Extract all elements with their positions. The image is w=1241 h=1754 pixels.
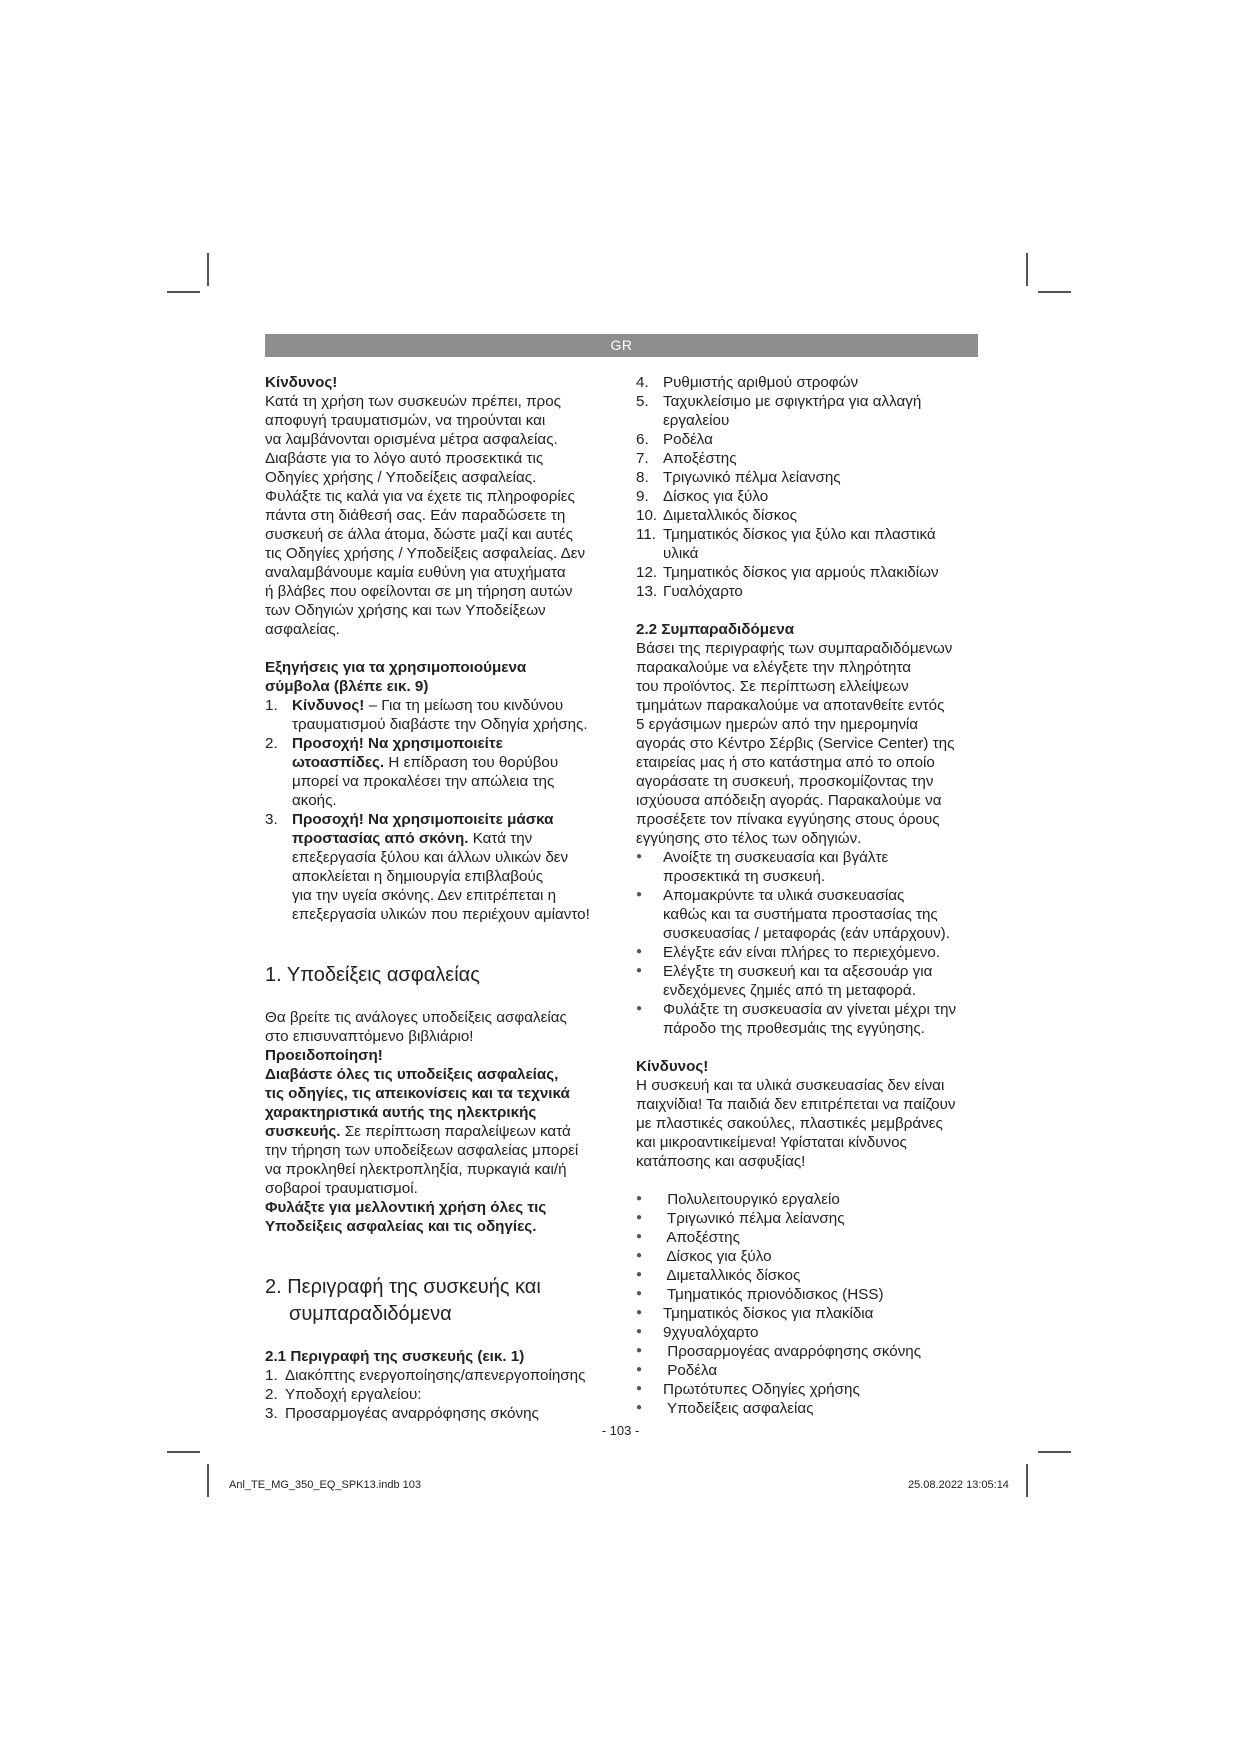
text-line: ασφαλείας.: [265, 621, 340, 638]
text-line: Θα βρείτε τις ανάλογες υποδείξεις ασφαλείας: [265, 1009, 567, 1026]
text-line: [265, 1103, 610, 1122]
text-line: Κατά τη χρήση των συσκευών πρέπει, προς: [265, 393, 561, 410]
list-item: [636, 1209, 981, 1228]
normal-text: την τήρηση των υποδείξεων ασφαλείας μπορεί: [265, 1142, 579, 1159]
text-line: [292, 905, 610, 924]
text-line: πάντα στη διάθεσή σας. Εάν παραδώσετε τη: [265, 507, 566, 524]
list-item: [265, 1385, 610, 1404]
list-item: [636, 506, 981, 525]
bold-text: χαρακτηριστικά αυτής της ηλεκτρικής: [265, 1104, 537, 1121]
symbols-title: [265, 658, 610, 696]
text-line: κατάποσης και ασφυξίας!: [636, 1153, 806, 1170]
text-line: συσκευασίας / μεταφοράς (εάν υπάρχουν).: [663, 925, 950, 942]
contents-list: [636, 1190, 981, 1418]
list-item: [636, 1342, 981, 1361]
list-item: [636, 468, 981, 487]
text-line: Βάσει της περιγραφής των συμπαραδιδόμενων: [636, 640, 953, 657]
crop-mark: [1026, 253, 1028, 286]
bullet-icon: ●: [636, 1003, 643, 1014]
subsection-2-1-title: 2.1 Περιγραφή της συσκευής (εικ. 1): [265, 1348, 525, 1365]
text-line: στο επισυναπτόμενο βιβλιάριο!: [265, 1028, 474, 1045]
item-text: [285, 1385, 610, 1404]
text-line: Ροδέλα: [663, 431, 713, 448]
bullet-icon: ●: [636, 1383, 643, 1394]
normal-text: μπορεί να προκαλέσει την απώλεια της: [292, 773, 555, 790]
footer-file-name: Anl_TE_MG_350_EQ_SPK13.indb 103: [229, 1479, 422, 1491]
section-1-intro: [265, 1008, 610, 1046]
crop-mark: [1026, 1464, 1028, 1497]
list-item: [636, 886, 981, 943]
text-line: αποφυγή τραυματισμών, να τηρούνται και: [265, 412, 546, 429]
bullet-icon: ●: [636, 1269, 643, 1280]
text-line: Οδηγίες χρήσης / Υποδείξεις ασφαλείας.: [265, 469, 537, 486]
crop-mark: [167, 291, 200, 293]
text-line: Υποδοχή εργαλείου:: [285, 1386, 422, 1403]
text-line: [292, 810, 610, 829]
list-item: [636, 430, 981, 449]
item-number: 7.: [636, 450, 649, 467]
list-item: [636, 1399, 981, 1418]
text-line: υλικά: [663, 545, 699, 562]
text-line: [292, 696, 610, 715]
item-text: Αποξέστης: [663, 1229, 740, 1246]
text-line: [292, 734, 610, 753]
item-text: [663, 962, 981, 1000]
bullet-icon: ●: [636, 1288, 643, 1299]
item-text: Τμηματικός πριονόδισκος (HSS): [663, 1286, 884, 1303]
item-text: [285, 1404, 610, 1423]
bullet-icon: ●: [636, 965, 643, 976]
text-line: [265, 1084, 610, 1103]
text-line: αγοράσατε τη συσκευή, προσκομίζοντας την: [636, 773, 934, 790]
bullet-icon: ●: [636, 1345, 643, 1356]
text-line: προσέξετε τον πίνακα εγγύησης στους όρους: [636, 811, 940, 828]
text-line: Δίσκος για ξύλο: [663, 488, 769, 505]
symbols-list: [265, 696, 610, 924]
text-line: του προϊόντος. Σε περίπτωση ελλείψεων: [636, 678, 909, 695]
text-line: καθώς και τα συστήματα προστασίας της: [663, 906, 938, 923]
crop-mark: [167, 1451, 200, 1453]
text-line: Φυλάξτε τις καλά για να έχετε τις πληροφορίες: [265, 488, 575, 505]
bold-text: ωτοασπίδες.: [292, 754, 385, 771]
item-text: [663, 392, 981, 430]
list-item: [265, 1366, 610, 1385]
text-line: [292, 753, 610, 772]
item-text: [292, 810, 610, 924]
text-line: Φυλάξτε για μελλοντική χρήση όλες τις: [265, 1199, 547, 1216]
item-text: [663, 886, 981, 943]
bullet-icon: ●: [636, 1307, 643, 1318]
section-2-title: [265, 1274, 610, 1328]
item-number: 6.: [636, 431, 649, 448]
text-line: [292, 829, 610, 848]
text-line: Ρυθμιστής αριθμού στροφών: [663, 374, 859, 391]
text-line: [292, 791, 610, 810]
item-text: [663, 430, 981, 449]
item-text: [663, 943, 981, 962]
normal-text: σοβαροί τραυματισμοί.: [265, 1180, 418, 1197]
text-line: Φυλάξτε τη συσκευασία αν γίνεται μέχρι την: [663, 1001, 957, 1018]
item-number: 2.: [265, 735, 278, 752]
list-item: [636, 943, 981, 962]
text-line: συσκευή σε άλλα άτομα, δώστε μαζί και αυτές: [265, 526, 573, 543]
list-item: [636, 1323, 981, 1342]
normal-text: για την υγεία σκόνης. Δεν επιτρέπεται η: [292, 887, 557, 904]
item-number: 10.: [636, 507, 658, 524]
list-item: [636, 1228, 981, 1247]
normal-text: επεξεργασία υλικών που περιέχουν αμίαντο!: [292, 906, 590, 923]
normal-text: Σε περίπτωση παραλείψεων κατά: [340, 1123, 571, 1140]
text-line: εταιρείας μας ή στο κατάστημα από το οποίο: [636, 754, 935, 771]
text-line: Ελέγξτε εάν είναι πλήρες το περιεχόμενο.: [663, 944, 941, 961]
bold-text: συσκευής.: [265, 1123, 341, 1140]
bullet-icon: ●: [636, 946, 643, 957]
crop-mark: [207, 253, 209, 286]
text-line: [292, 867, 610, 886]
item-text: [663, 525, 981, 563]
warning-title: Προειδοποίηση!: [265, 1047, 383, 1064]
item-text: [285, 1366, 610, 1385]
text-line: εργαλείου: [663, 412, 730, 429]
normal-text: τραυματισμού διαβάστε την Οδηγία χρήσης.: [292, 716, 588, 733]
footer-timestamp: 25.08.2022 13:05:14: [908, 1479, 1009, 1491]
text-line: Προσαρμογέας αναρρόφησης σκόνης: [285, 1405, 539, 1422]
item-number: 8.: [636, 469, 649, 486]
text-line: τμημάτων παρακαλούμε να αποτανθείτε εντός: [636, 697, 945, 714]
crop-mark: [207, 1464, 209, 1497]
item-number: 9.: [636, 488, 649, 505]
normal-text: Κατά την: [468, 830, 533, 847]
item-text: Δίσκος για ξύλο: [663, 1248, 772, 1265]
item-text: [663, 506, 981, 525]
text-line: Η συσκευή και τα υλικά συσκευασίας δεν είναι: [636, 1077, 945, 1094]
danger-2-title: Κίνδυνος!: [636, 1058, 709, 1075]
text-line: πάροδο της προθεσμάις της εγγύησης.: [663, 1020, 925, 1037]
item-text: [663, 468, 981, 487]
item-text: [663, 449, 981, 468]
bullet-icon: ●: [636, 1364, 643, 1375]
normal-text: να προκληθεί ηλεκτροπληξία, πυρκαγιά και/ή: [265, 1161, 567, 1178]
item-text: Προσαρμογέας αναρρόφησης σκόνης: [663, 1343, 922, 1360]
text-line: των Οδηγιών χρήσης και των Υποδείξεων: [265, 602, 546, 619]
text-line: ισχύουσα απόδειξη αγοράς. Παρακαλούμε να: [636, 792, 942, 809]
bold-text: προστασίας από σκόνη.: [292, 830, 469, 847]
list-item: [636, 1000, 981, 1038]
list-item: [636, 1190, 981, 1209]
item-text: [663, 582, 981, 601]
list-item: [636, 373, 981, 392]
item-number: 4.: [636, 374, 649, 391]
text-line: παρακαλούμε να ελέγξετε την πληρότητα: [636, 659, 912, 676]
text-line: Ταχυκλείσιμο με σφιγκτήρα για αλλαγή: [663, 393, 922, 410]
text-line: σύμβολα (βλέπε εικ. 9): [265, 678, 429, 695]
scope-of-delivery-text: [636, 639, 981, 848]
text-line: [265, 1179, 610, 1198]
text-line: προσεκτικά τη συσκευή.: [663, 868, 826, 885]
danger-text: [265, 392, 610, 639]
item-text: Υποδείξεις ασφαλείας: [663, 1400, 814, 1417]
text-line: να λαμβάνονται ορισμένα μέτρα ασφαλείας.: [265, 431, 558, 448]
bold-text: Διαβάστε όλες τις υποδείξεις ασφαλείας,: [265, 1066, 559, 1083]
bullet-icon: ●: [636, 1212, 643, 1223]
section-2-title-line: συμπαραδιδόμενα: [289, 1303, 452, 1325]
text-line: Διακόπτης ενεργοποίησης/απενεργοποίησης: [285, 1367, 586, 1384]
item-text: [663, 487, 981, 506]
danger-title: Κίνδυνος!: [265, 374, 338, 391]
text-line: με πλαστικές σακούλες, πλαστικές μεμβράνες: [636, 1115, 943, 1132]
list-item: [636, 392, 981, 430]
text-line: εγγύησης στο τέλος των οδηγιών.: [636, 830, 862, 847]
text-line: [265, 1160, 610, 1179]
right-column: [636, 373, 981, 1418]
item-text: [663, 848, 981, 886]
text-line: Τριγωνικό πέλμα λείανσης: [663, 469, 841, 486]
item-text: Πολυλειτουργικό εργαλείο: [663, 1191, 840, 1208]
item-number: 11.: [636, 526, 656, 543]
text-line: [292, 848, 610, 867]
text-line: [265, 1141, 610, 1160]
list-item: [636, 1266, 981, 1285]
text-line: Τμηματικός δίσκος για ξύλο και πλαστικά: [663, 526, 936, 543]
list-item: [636, 848, 981, 886]
keep-instructions: [265, 1198, 610, 1236]
bullet-icon: ●: [636, 1193, 643, 1204]
normal-text: Η επίδραση του θορύβου: [384, 754, 559, 771]
item-number: 3.: [265, 811, 278, 828]
crop-mark: [1038, 291, 1071, 293]
item-text: 9χγυαλόχαρτο: [663, 1324, 759, 1341]
danger-2-text: [636, 1076, 981, 1171]
bullet-icon: ●: [636, 889, 643, 900]
text-line: Απομακρύντε τα υλικά συσκευασίας: [663, 887, 905, 904]
bold-text: Προσοχή! Να χρησιμοποιείτε: [292, 735, 503, 752]
text-line: τις Οδηγίες χρήσης / Υποδείξεις ασφαλείας. Δεν: [265, 545, 586, 562]
page-number: - 103 -: [601, 1423, 640, 1438]
section-1-title: 1. Υποδείξεις ασφαλείας: [265, 964, 480, 986]
text-line: Τμηματικός δίσκος για αρμούς πλακιδίων: [663, 564, 939, 581]
text-line: Ελέγξτε τη συσκευή και τα αξεσουάρ για: [663, 963, 933, 980]
normal-text: αποκλείεται η δημιουργία επιβλαβούς: [292, 868, 544, 885]
crop-mark: [1038, 1451, 1071, 1453]
item-text: [663, 1000, 981, 1038]
item-text: Διμεταλλικός δίσκος: [663, 1267, 801, 1284]
bullet-icon: ●: [636, 851, 643, 862]
text-line: Υποδείξεις ασφαλείας και τις οδηγίες.: [265, 1218, 537, 1235]
symbol-item: [265, 810, 610, 924]
check-bullets-list: [636, 848, 981, 1038]
list-item: [636, 563, 981, 582]
list-item: [636, 449, 981, 468]
normal-text: – Για τη μείωση του κινδύνου: [364, 697, 564, 714]
text-line: Διμεταλλικός δίσκος: [663, 507, 797, 524]
list-item: [636, 582, 981, 601]
list-item: [636, 1247, 981, 1266]
bold-text: Κίνδυνος!: [292, 697, 365, 714]
symbol-item: [265, 696, 610, 734]
list-item: [636, 1285, 981, 1304]
item-text: [292, 734, 610, 810]
bullet-icon: ●: [636, 1402, 643, 1413]
text-line: [265, 1065, 610, 1084]
list-item: [636, 487, 981, 506]
text-line: αναλαμβάνουμε καμία ευθύνη για ατυχήματα: [265, 564, 566, 581]
list-item: [636, 962, 981, 1000]
item-text: [663, 373, 981, 392]
text-line: [265, 1122, 610, 1141]
text-line: Αποξέστης: [663, 450, 737, 467]
item-text: Πρωτότυπες Οδηγίες χρήσης: [663, 1381, 860, 1398]
text-line: ενδεχόμενες ζημιές από τη μεταφορά.: [663, 982, 916, 999]
text-line: ή βλάβες που οφείλονται σε μη τήρηση αυτών: [265, 583, 573, 600]
item-number: 1.: [265, 697, 278, 714]
warning-text: [265, 1065, 610, 1198]
left-column: [265, 373, 610, 1423]
text-line: παιχνίδια! Τα παιδιά δεν επιτρέπεται να παίζουν: [636, 1096, 956, 1113]
text-line: [292, 772, 610, 791]
text-line: και μικροαντικείμενα! Υφίσταται κίνδυνος: [636, 1134, 907, 1151]
bullet-icon: ●: [636, 1231, 643, 1242]
device-parts-list-continued: [636, 373, 981, 601]
item-text: Τμηματικός δίσκος για πλακίδια: [663, 1305, 874, 1322]
list-item: [636, 1304, 981, 1323]
text-line: Γυαλόχαρτο: [663, 583, 743, 600]
item-number: 3.: [265, 1405, 278, 1422]
text-line: Διαβάστε για το λόγο αυτό προσεκτικά τις: [265, 450, 544, 467]
subsection-2-2-title: 2.2 Συμπαραδιδόμενα: [636, 621, 795, 638]
normal-text: ακοής.: [292, 792, 337, 809]
list-item: [636, 1361, 981, 1380]
list-item: [636, 1380, 981, 1399]
bold-text: Προσοχή! Να χρησιμοποιείτε μάσκα: [292, 811, 554, 828]
item-number: 1.: [265, 1367, 278, 1384]
language-header-bar: GR: [265, 334, 978, 357]
item-number: 5.: [636, 393, 649, 410]
list-item: [265, 1404, 610, 1423]
list-item: [636, 525, 981, 563]
item-number: 12.: [636, 564, 658, 581]
item-text: Τριγωνικό πέλμα λείανσης: [663, 1210, 845, 1227]
symbol-item: [265, 734, 610, 810]
item-number: 2.: [265, 1386, 278, 1403]
text-line: Ανοίξτε τη συσκευασία και βγάλτε: [663, 849, 889, 866]
text-line: [292, 886, 610, 905]
text-line: [292, 715, 610, 734]
normal-text: επεξεργασία ξύλου και άλλων υλικών δεν: [292, 849, 569, 866]
bullet-icon: ●: [636, 1250, 643, 1261]
item-text: Ροδέλα: [663, 1362, 718, 1379]
bold-text: τις οδηγίες, τις απεικονίσεις και τα τεχνικά: [265, 1085, 570, 1102]
device-parts-list: [265, 1366, 610, 1423]
bullet-icon: ●: [636, 1326, 643, 1337]
item-text: [663, 563, 981, 582]
text-line: Εξηγήσεις για τα χρησιμοποιούμενα: [265, 659, 527, 676]
item-text: [292, 696, 610, 734]
text-line: 5 εργάσιμων ημερών από την ημερομηνία: [636, 716, 919, 733]
text-line: αγοράς στο Κέντρο Σέρβις (Service Center) της: [636, 735, 955, 752]
item-number: 13.: [636, 583, 658, 600]
section-2-title-line: 2. Περιγραφή της συσκευής και: [265, 1276, 541, 1298]
